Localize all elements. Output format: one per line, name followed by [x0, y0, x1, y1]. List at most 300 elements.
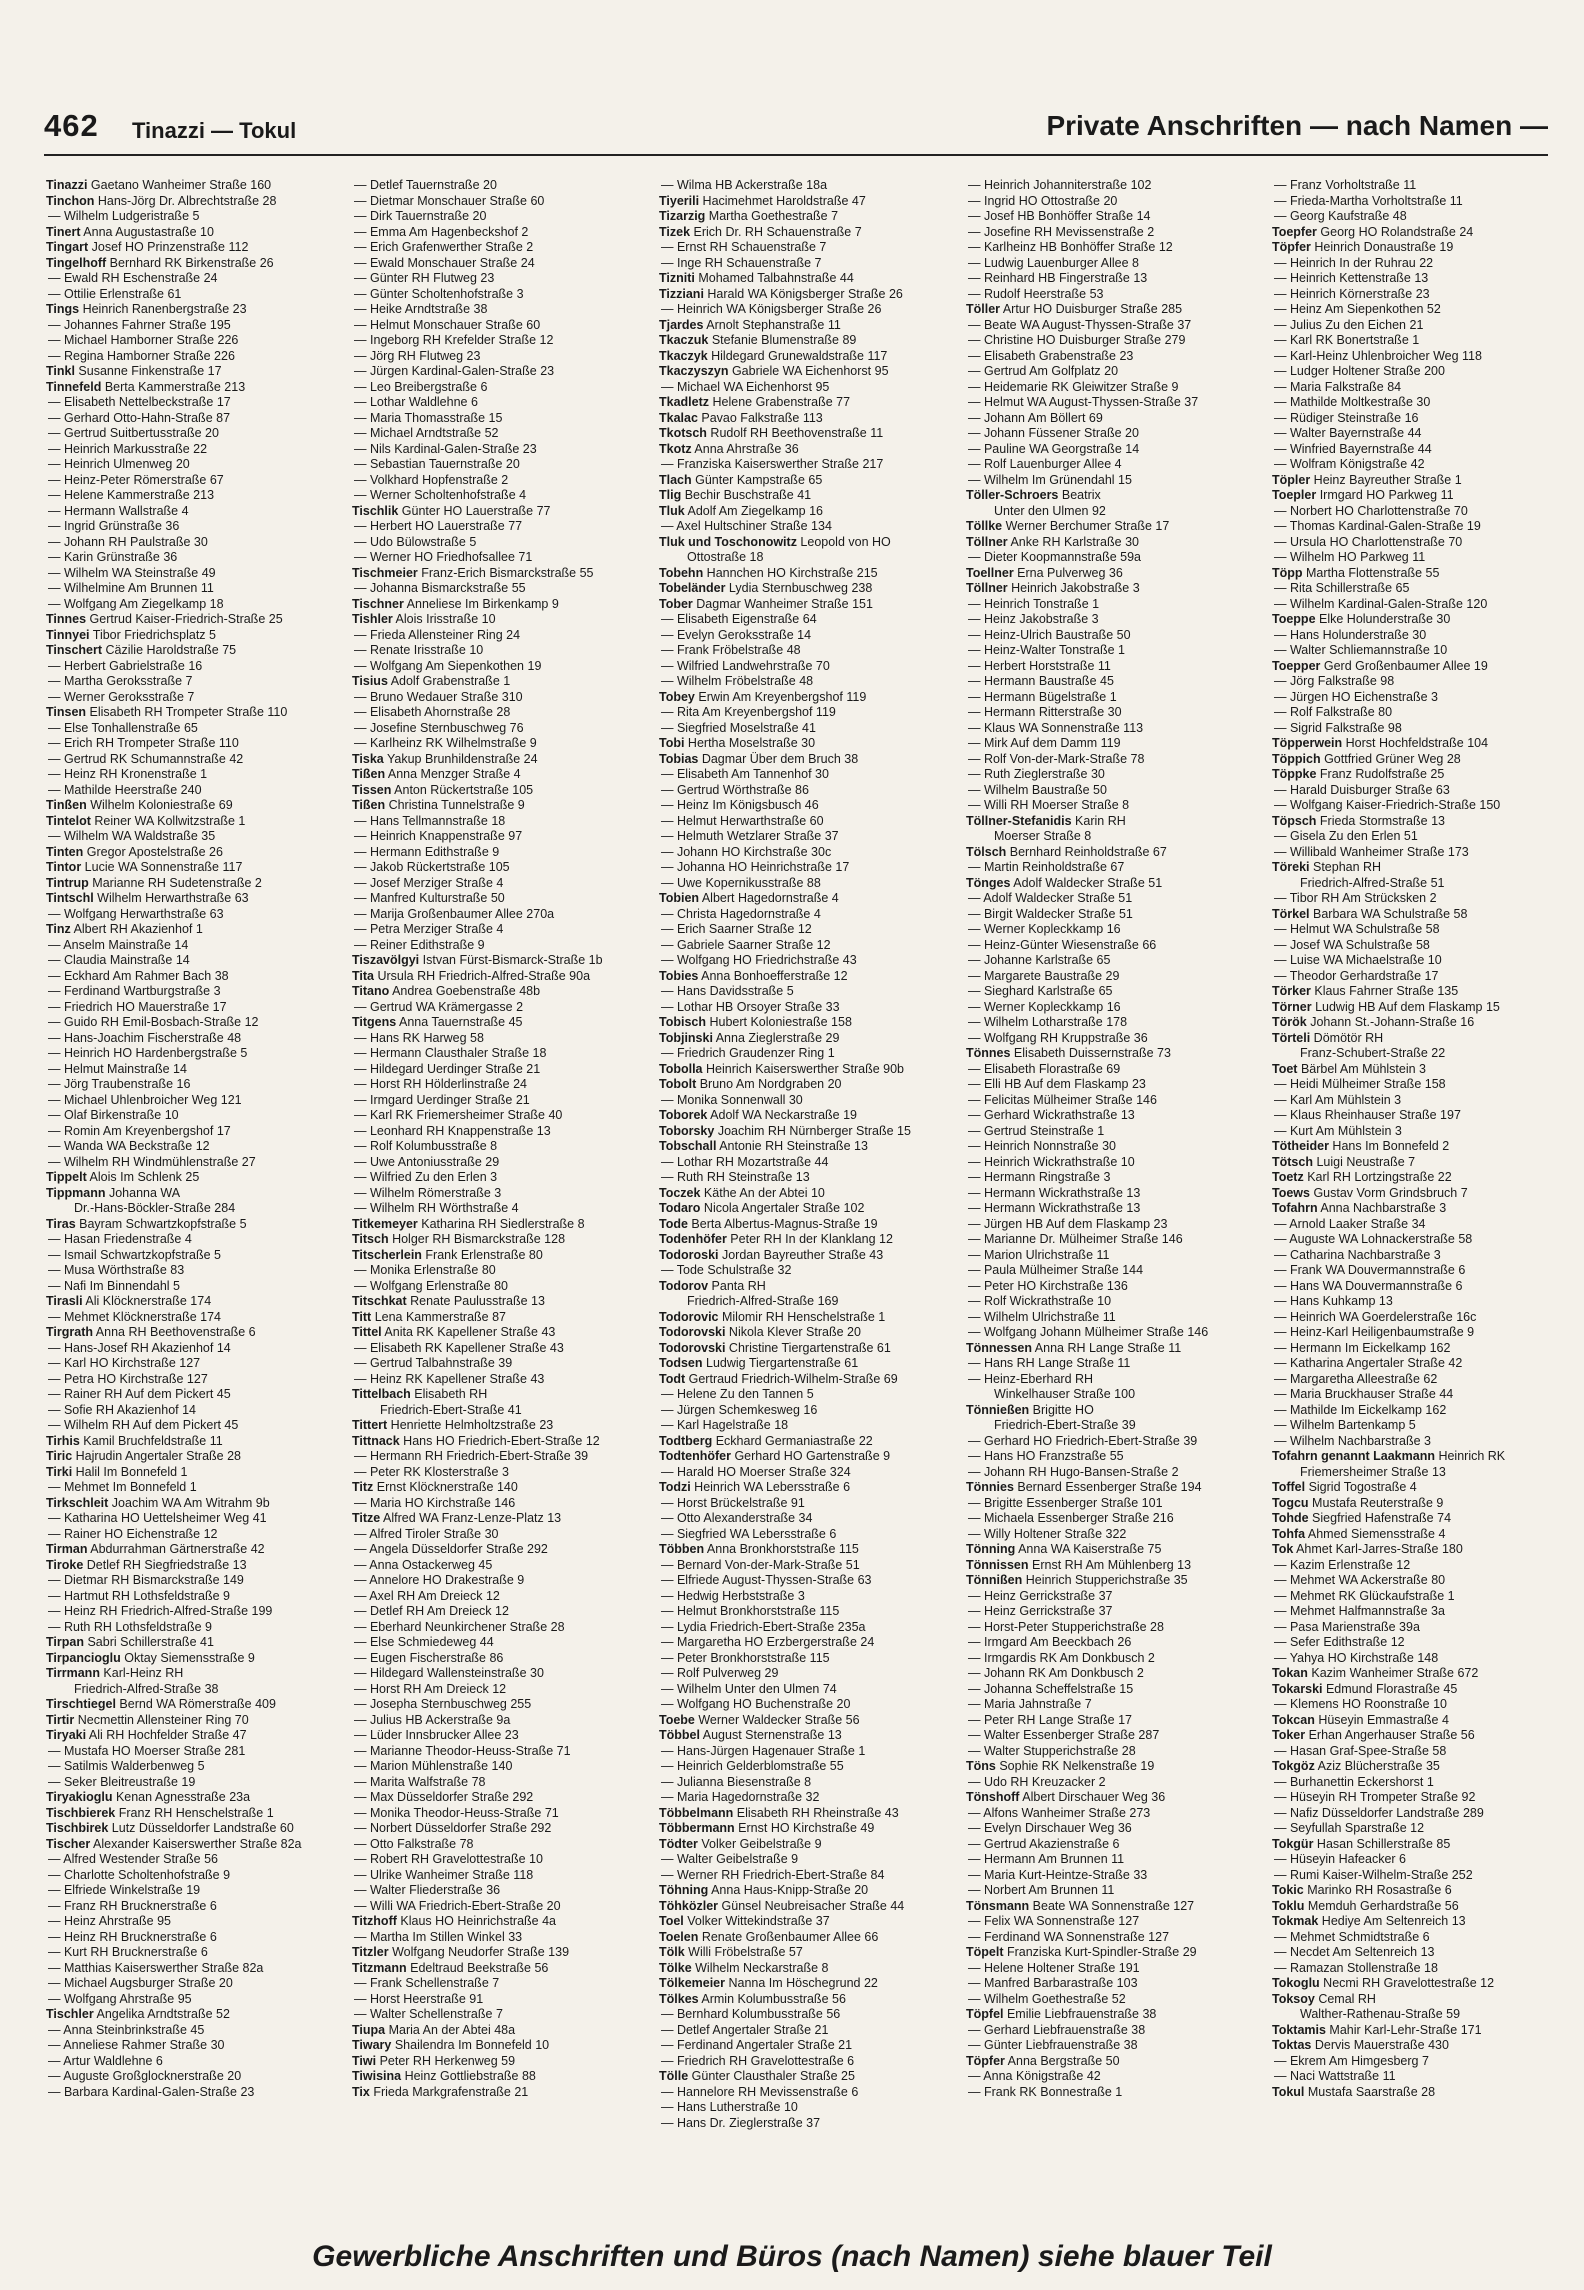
directory-entry	[1272, 1651, 1564, 1667]
directory-entry	[966, 1000, 1258, 1016]
surname: Tohfa	[1272, 1526, 1306, 1541]
entry-details: — Peter RK Klosterstraße 3	[354, 1464, 509, 1479]
entry-details: Edeltraud Beekstraße 56	[406, 1960, 549, 1975]
directory-entry	[1272, 581, 1564, 597]
entry-details: — Heinz Gerrickstraße 37	[968, 1588, 1113, 1603]
directory-entry	[46, 907, 338, 923]
entry-details: Eckhard Germaniastraße 22	[712, 1433, 873, 1448]
entry-details: Anna WA Kaiserstraße 75	[1015, 1542, 1162, 1556]
directory-entry	[659, 1186, 951, 1202]
entry-details: — Ferdinand Wartburgstraße 3	[48, 984, 221, 998]
directory-entry	[352, 395, 644, 411]
entry-details: — Felicitas Mülheimer Straße 146	[968, 1092, 1157, 1107]
directory-entry	[46, 1279, 338, 1295]
directory-entry	[46, 1542, 338, 1558]
entry-details: Günsel Neubreisacher Straße 44	[718, 1898, 905, 1913]
directory-entry	[966, 1310, 1258, 1326]
directory-entry	[659, 1697, 951, 1713]
directory-entry	[352, 209, 644, 225]
entry-details: — Julianna Biesenstraße 8	[661, 1774, 812, 1789]
directory-entry	[352, 1139, 644, 1155]
directory-entry	[352, 1403, 644, 1419]
entry-details: — Jürgen HB Auf dem Flaskamp 23	[968, 1216, 1168, 1231]
directory-entry	[352, 1124, 644, 1140]
entry-details: — Rainer RH Auf dem Pickert 45	[48, 1387, 231, 1401]
entry-details: — Karl RK Bonertstraße 1	[1274, 333, 1420, 347]
entry-details: — Romin Am Kreyenbergshof 17	[48, 1123, 231, 1138]
entry-details: Ottostraße 18	[687, 550, 764, 564]
surname: Tötsch	[1272, 1154, 1313, 1169]
surname: Töller-Schroers	[966, 488, 1059, 502]
surname: Tischlik	[352, 503, 399, 518]
entry-details: — Detlef Tauernstraße 20	[354, 178, 497, 192]
entry-details: — Lothar Waldlehne 6	[354, 395, 478, 409]
surname: Todaro	[659, 1201, 701, 1215]
entry-details: — Marianne Dr. Mülheimer Straße 146	[968, 1232, 1183, 1246]
surname: Tokic	[1272, 1883, 1304, 1897]
entry-details: — Wolfgang HO Friedrichstraße 43	[661, 953, 857, 967]
directory-entry	[352, 798, 644, 814]
directory-entry	[659, 1666, 951, 1682]
directory-entry	[659, 1232, 951, 1248]
entry-details: Anna Menzger Straße 4	[385, 767, 521, 781]
surname: Tobey	[659, 689, 695, 704]
entry-details: Sigrid Togostraße 4	[1305, 1480, 1417, 1494]
entry-details: — Otto Alexanderstraße 34	[661, 1511, 813, 1525]
entry-details: Hubert Koloniestraße 158	[706, 1015, 852, 1029]
directory-entry	[46, 1930, 338, 1946]
entry-details: Anna Bergstraße 50	[1004, 2053, 1120, 2068]
entry-details: — Hermann RH Friedrich-Ebert-Straße 39	[354, 1449, 589, 1463]
entry-details: — Evelyn Geroksstraße 14	[661, 627, 812, 642]
directory-entry	[352, 473, 644, 489]
entry-details: — Gerhard Otto-Hahn-Straße 87	[48, 410, 231, 425]
directory-entry	[46, 953, 338, 969]
entry-details: — Naci Wattstraße 11	[1274, 2069, 1396, 2083]
directory-entry	[352, 1170, 644, 1186]
surname: Töns	[966, 1759, 996, 1773]
directory-entry	[966, 1496, 1258, 1512]
directory-entry	[1272, 1403, 1564, 1419]
surname: Toel	[659, 1914, 684, 1928]
directory-entry	[46, 1031, 338, 1047]
directory-entry	[46, 1821, 338, 1837]
directory-entry	[1272, 1325, 1564, 1341]
directory-entry	[966, 271, 1258, 287]
directory-entry	[46, 209, 338, 225]
directory-entry	[966, 752, 1258, 768]
entry-details: — Rolf Von-der-Mark-Straße 78	[968, 751, 1145, 766]
directory-entry	[46, 938, 338, 954]
entry-details: — Gertrud Am Golfplatz 20	[968, 364, 1119, 378]
directory-entry	[46, 690, 338, 706]
entry-details: — Marion Mühlenstraße 140	[354, 1759, 513, 1773]
entry-details: — Reiner Edithstraße 9	[354, 937, 485, 952]
entry-details: — Josefine Sternbuschweg 76	[354, 720, 524, 735]
entry-details: Elisabeth Duissernstraße 73	[1010, 1046, 1171, 1060]
directory-entry	[1272, 1542, 1564, 1558]
entry-details: Hertha Moselstraße 30	[684, 736, 816, 750]
entry-details: — Hans WA Douvermannstraße 6	[1274, 1278, 1463, 1293]
directory-entry	[966, 457, 1258, 473]
directory-entry	[659, 1527, 951, 1543]
directory-entry	[659, 566, 951, 582]
entry-details: — Rolf Falkstraße 80	[1274, 705, 1393, 719]
directory-entry	[46, 1899, 338, 1915]
directory-entry	[659, 1852, 951, 1868]
entry-details: — Axel RH Am Dreieck 12	[354, 1588, 500, 1603]
directory-entry	[1272, 1031, 1564, 1047]
directory-entry	[352, 1465, 644, 1481]
entry-details: — Wilhelm Römerstraße 3	[354, 1185, 502, 1200]
entry-details: Yakup Brunhildenstraße 24	[383, 751, 538, 766]
entry-details: — Günter RH Flutweg 23	[354, 271, 495, 285]
entry-details: Joachim RH Nürnberger Straße 15	[714, 1123, 911, 1138]
entry-details: Albert Dirschauer Weg 36	[1019, 1790, 1166, 1804]
directory-entry	[1272, 628, 1564, 644]
entry-details: — Erich Saarner Straße 12	[661, 922, 812, 936]
directory-entry	[659, 1015, 951, 1031]
entry-details: — Hans HO Franzstraße 55	[968, 1449, 1124, 1463]
directory-entry	[352, 984, 644, 1000]
entry-details: Elisabeth RH	[410, 1387, 488, 1401]
directory-entry	[46, 1852, 338, 1868]
entry-details: — Olaf Birkenstraße 10	[48, 1108, 179, 1122]
directory-entry	[1272, 1620, 1564, 1636]
directory-entry	[46, 302, 338, 318]
directory-entry	[1272, 1713, 1564, 1729]
surname: Tiras	[46, 1216, 76, 1231]
directory-entry	[659, 1837, 951, 1853]
directory-entry	[659, 984, 951, 1000]
directory-entry	[1272, 891, 1564, 907]
entry-details: — Bernard Von-der-Mark-Straße 51	[661, 1557, 860, 1572]
directory-entry	[659, 1883, 951, 1899]
entry-details: — Horst Brückelstraße 91	[661, 1495, 805, 1510]
surname: Tisius	[352, 674, 388, 688]
directory-entry	[1272, 504, 1564, 520]
directory-entry	[46, 1868, 338, 1884]
entry-details: — Irmgardis RK Am Donkbusch 2	[968, 1650, 1155, 1665]
entry-details: — Hans Dr. Zieglerstraße 37	[661, 2115, 821, 2130]
entry-details: — Norbert HO Charlottenstraße 70	[1274, 503, 1468, 518]
entry-details: — Lydia Friedrich-Ebert-Straße 235a	[661, 1619, 866, 1634]
entry-details: Necmettin Allensteiner Ring 70	[74, 1712, 249, 1727]
directory-entry	[659, 2023, 951, 2039]
directory-entry	[1272, 783, 1564, 799]
directory-entry	[1272, 1248, 1564, 1264]
directory-entry	[1272, 318, 1564, 334]
directory-entry	[352, 597, 644, 613]
surname: Töpp	[1272, 565, 1303, 580]
directory-entry	[352, 1573, 644, 1589]
entry-details: — Wolfgang Herwarthstraße 63	[48, 906, 224, 921]
surname: Tings	[46, 302, 80, 316]
directory-entry	[659, 1790, 951, 1806]
directory-entry	[46, 287, 338, 303]
entry-details: — Horst-Peter Stupperichstraße 28	[968, 1619, 1164, 1634]
directory-entry	[352, 674, 644, 690]
entry-details: — Herbert Gabrielstraße 16	[48, 658, 203, 673]
directory-entry	[1272, 1062, 1564, 1078]
directory-entry	[659, 845, 951, 861]
directory-entry	[1272, 519, 1564, 535]
directory-entry	[1272, 1434, 1564, 1450]
surname: Tirgrath	[46, 1325, 93, 1339]
directory-entry	[352, 1511, 644, 1527]
directory-entry	[659, 457, 951, 473]
entry-details: Hüseyin Emmastraße 4	[1314, 1712, 1449, 1727]
directory-entry	[659, 705, 951, 721]
entry-details: — Ludwig Lauenburger Allee 8	[968, 255, 1139, 270]
directory-entry	[46, 1573, 338, 1589]
entry-details: Oktay Siemensstraße 9	[120, 1650, 255, 1665]
entry-details: — Peter HO Kirchstraße 136	[968, 1278, 1128, 1293]
entry-details: — Christine HO Duisburger Straße 279	[968, 333, 1186, 347]
directory-entry	[46, 1806, 338, 1822]
entry-details: Jordan Bayreuther Straße 43	[718, 1247, 884, 1262]
entry-details: — Yahya HO Kirchstraße 148	[1274, 1650, 1439, 1665]
directory-entry	[966, 1744, 1258, 1760]
entry-details: Käthe An der Abtei 10	[700, 1185, 825, 1200]
surname: Tiszavölgyi	[352, 953, 420, 967]
surname: Tokgöz	[1272, 1759, 1315, 1773]
directory-entry	[659, 287, 951, 303]
directory-entry	[659, 612, 951, 628]
entry-details: — Karlheinz RK Wilhelmstraße 9	[354, 736, 537, 750]
entry-details: — Hermann Im Eickelkamp 162	[1274, 1340, 1451, 1355]
entry-details: — Heinz RH Brucknerstraße 6	[48, 1929, 217, 1944]
surname: Tober	[659, 596, 693, 611]
directory-entry	[1272, 690, 1564, 706]
directory-entry	[352, 1976, 644, 1992]
entry-details: — Ruth Zieglerstraße 30	[968, 767, 1105, 781]
directory-entry	[659, 550, 951, 566]
entry-details: — Wilhelm HO Parkweg 11	[1274, 550, 1426, 564]
entry-details: — Heinz-Walter Tonstraße 1	[968, 643, 1125, 657]
entry-details: Friedrich-Ebert-Straße 39	[994, 1418, 1136, 1432]
entry-details: — Dieter Koopmannstraße 59a	[968, 550, 1142, 564]
directory-entry	[659, 1682, 951, 1698]
directory-entry	[1272, 1976, 1564, 1992]
entry-details: Bayram Schwartzkopfstraße 5	[75, 1216, 247, 1231]
directory-entry	[46, 1775, 338, 1791]
entry-details: Harald WA Königsberger Straße 26	[703, 286, 903, 301]
entry-details: — Heinrich HO Hardenbergstraße 5	[48, 1046, 248, 1060]
directory-entry	[352, 519, 644, 535]
surname: Többel	[659, 1728, 700, 1742]
entry-details: — Angela Düsseldorfer Straße 292	[354, 1542, 548, 1556]
surname: Tötheider	[1272, 1139, 1329, 1153]
entry-details: — Norbert Am Brunnen 11	[968, 1883, 1115, 1897]
entry-details: — Mirk Auf dem Damm 119	[968, 736, 1121, 750]
surname: Tirhis	[46, 1433, 80, 1448]
directory-entry	[659, 643, 951, 659]
directory-entry	[966, 1759, 1258, 1775]
entry-details: Gabriele WA Eichenhorst 95	[728, 364, 889, 378]
directory-entry	[659, 581, 951, 597]
entry-details: Hans-Jörg Dr. Albrechtstraße 28	[94, 193, 277, 208]
directory-entry	[46, 1961, 338, 1977]
directory-entry	[659, 1728, 951, 1744]
entry-details: — Heinrich Kettenstraße 13	[1274, 271, 1429, 285]
entry-details: — Hermann Clausthaler Straße 18	[354, 1046, 547, 1060]
entry-details: — Margaretha HO Erzbergerstraße 24	[661, 1635, 875, 1649]
directory-entry	[1272, 194, 1564, 210]
directory-entry	[46, 1527, 338, 1543]
directory-entry	[1272, 1496, 1564, 1512]
entry-details: Tibor Friedrichsplatz 5	[89, 627, 216, 642]
surname: Toepper	[1272, 658, 1321, 673]
entry-details: — Helmut Monschauer Straße 60	[354, 317, 541, 332]
directory-entry	[966, 891, 1258, 907]
surname: Tönnißen	[966, 1573, 1023, 1587]
surname: Toker	[1272, 1728, 1306, 1742]
directory-entry	[966, 2023, 1258, 2039]
entry-details: — Anselm Mainstraße 14	[48, 937, 189, 952]
directory-entry	[1272, 333, 1564, 349]
directory-entry	[966, 1542, 1258, 1558]
entry-details: — Heinz Am Siepenkothen 52	[1274, 302, 1441, 316]
surname: Tönnessen	[966, 1340, 1032, 1355]
directory-entry	[1272, 1372, 1564, 1388]
entry-details: Adolf Waldecker Straße 51	[1010, 875, 1163, 890]
entry-details: Friedrich-Alfred-Straße 169	[687, 1294, 839, 1308]
surname: Tißen	[352, 767, 386, 781]
directory-entry	[1272, 1077, 1564, 1093]
surname: Toetz	[1272, 1170, 1304, 1184]
surname: Toffel	[1272, 1480, 1306, 1494]
entry-details: — Karl Am Mühlstein 3	[1274, 1092, 1402, 1107]
entry-details: — Mathilde Moltkestraße 30	[1274, 395, 1431, 409]
directory-entry	[352, 705, 644, 721]
directory-entry	[46, 1589, 338, 1605]
directory-entry	[659, 798, 951, 814]
directory-entry	[1272, 752, 1564, 768]
surname: Tluk	[659, 503, 685, 518]
entry-details: — Marija Großenbaumer Allee 270a	[354, 906, 555, 921]
directory-entry	[46, 767, 338, 783]
entry-details: — Ewald Monschauer Straße 24	[354, 255, 535, 270]
entry-details: — Wilhelm WA Waldstraße 35	[48, 829, 216, 843]
entry-details: — Manfred Kulturstraße 50	[354, 891, 505, 905]
directory-entry	[659, 829, 951, 845]
entry-details: Gertraud Friedrich-Wilhelm-Straße 69	[685, 1371, 898, 1386]
directory-entry	[659, 1465, 951, 1481]
footer-note: Gewerbliche Anschriften und Büros (nach Namen) siehe blauer Teil	[312, 2240, 1272, 2273]
directory-entry	[1272, 2069, 1564, 2085]
entry-details: — Ernst RH Schauenstraße 7	[661, 240, 827, 254]
directory-entry	[1272, 271, 1564, 287]
entry-details: Dr.-Hans-Böckler-Straße 284	[74, 1201, 236, 1215]
entry-details: — Paula Mülheimer Straße 144	[968, 1263, 1144, 1277]
entry-details: — Wilhelm Nachbarstraße 3	[1274, 1433, 1431, 1448]
directory-entry	[46, 519, 338, 535]
surname: Tix	[352, 2084, 370, 2099]
entry-details: Gregor Apostelstraße 26	[83, 844, 223, 859]
directory-entry	[46, 225, 338, 241]
entry-details: Hediye Am Seltenreich 13	[1318, 1914, 1466, 1928]
surname: Töreki	[1272, 860, 1310, 874]
entry-details: — Auguste Großglocknerstraße 20	[48, 2069, 242, 2083]
entry-details: — Karin Grünstraße 36	[48, 550, 178, 564]
directory-entry	[966, 1883, 1258, 1899]
entry-details: — Johanna Bismarckstraße 55	[354, 581, 526, 595]
directory-entry	[352, 891, 644, 907]
directory-entry	[46, 271, 338, 287]
surname: Tönshoff	[966, 1790, 1020, 1804]
directory-entry	[966, 1077, 1258, 1093]
directory-entry	[1272, 1279, 1564, 1295]
entry-details: Anna RH Lange Straße 11	[1032, 1340, 1182, 1355]
directory-entry	[1272, 411, 1564, 427]
entry-details: — Wilhelm Ludgeristraße 5	[48, 209, 200, 223]
entry-details: — Renate Irisstraße 10	[354, 643, 484, 657]
directory-entry	[352, 953, 644, 969]
entry-details: — Helmut Mainstraße 14	[48, 1061, 187, 1076]
entry-details: — Hermann Wallstraße 4	[48, 503, 189, 518]
surname: Tokul	[1272, 2084, 1305, 2099]
entry-details: Adolf WA Neckarstraße 19	[707, 1108, 857, 1122]
entry-details: — Reinhard HB Fingerstraße 13	[968, 271, 1148, 285]
entry-details: — Marita Walfstraße 78	[354, 1774, 486, 1789]
entry-details: — Elfriede Winkelstraße 19	[48, 1883, 201, 1897]
directory-entry	[1272, 380, 1564, 396]
entry-details: Heinrich WA Lebersstraße 6	[690, 1480, 851, 1494]
directory-entry	[659, 690, 951, 706]
page-header	[44, 108, 1548, 152]
entry-details: — Mehmet Halfmannstraße 3a	[1274, 1604, 1445, 1618]
entry-details: — Martha Geroksstraße 7	[48, 674, 193, 688]
directory-entry	[352, 1279, 644, 1295]
surname: Toews	[1272, 1185, 1310, 1200]
entry-details: — Claudia Mainstraße 14	[48, 953, 190, 967]
directory-entry	[659, 1139, 951, 1155]
entry-details: Stephan RH	[1309, 860, 1382, 874]
entry-details: — Jürgen Kardinal-Galen-Straße 23	[354, 364, 555, 378]
directory-entry	[659, 1279, 951, 1295]
directory-entry	[46, 1108, 338, 1124]
directory-entry	[966, 302, 1258, 318]
directory-entry	[46, 845, 338, 861]
entry-details: — Nafiz Düsseldorfer Landstraße 289	[1274, 1805, 1484, 1820]
directory-entry	[966, 1604, 1258, 1620]
directory-entry	[46, 1883, 338, 1899]
directory-column-4	[966, 178, 1258, 2188]
directory-entry	[1272, 1527, 1564, 1543]
directory-entry	[1272, 1294, 1564, 1310]
directory-entry	[659, 1325, 951, 1341]
entry-details: — Wilhelm Lotharstraße 178	[968, 1015, 1128, 1029]
entry-details: — Catharina Nachbarstraße 3	[1274, 1247, 1441, 1262]
entry-details: — Wilhelm Unter den Ulmen 74	[661, 1681, 837, 1696]
entry-details: — Georg Kaufstraße 48	[1274, 209, 1407, 223]
entry-details: — Heinrich Gelderblomstraße 55	[661, 1759, 844, 1773]
entry-details: Anna Nachbarstraße 3	[1317, 1201, 1447, 1215]
entry-details: — Adolf Waldecker Straße 51	[968, 891, 1133, 905]
entry-details: — Rolf Pulverweg 29	[661, 1666, 779, 1680]
directory-entry	[659, 2116, 951, 2132]
surname: Titt	[352, 1309, 372, 1324]
directory-entry	[659, 1806, 951, 1822]
entry-details: Milomir RH Henschelstraße 1	[718, 1309, 886, 1324]
directory-entry	[966, 1403, 1258, 1419]
entry-details: Albert Hagedornstraße 4	[699, 891, 839, 905]
entry-details: Bernd WA Römerstraße 409	[115, 1697, 276, 1711]
surname: Titscherlein	[352, 1247, 422, 1262]
entry-details: Kazim Wanheimer Straße 672	[1307, 1666, 1479, 1680]
directory-entry	[659, 442, 951, 458]
